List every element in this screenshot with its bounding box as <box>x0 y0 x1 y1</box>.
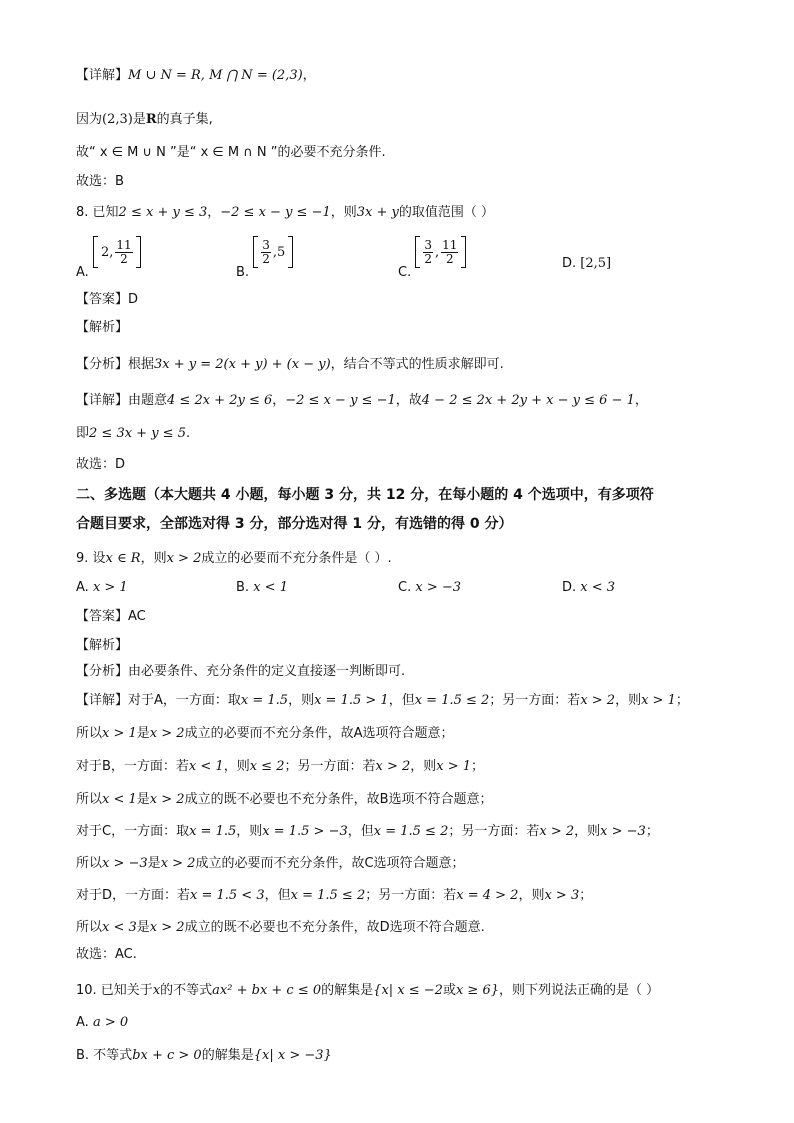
q8-analysis <box>76 355 504 375</box>
text: ，则 <box>574 824 601 839</box>
text: ；另一方面：若 <box>365 888 457 903</box>
text: ，则 <box>236 824 263 839</box>
option-label: C. <box>398 264 412 280</box>
q8-select: 故选：D <box>76 457 126 472</box>
text: ，则 <box>330 205 357 220</box>
q10-stem <box>76 981 659 1001</box>
q9-detail-row-6 <box>76 854 465 874</box>
q8-option-b <box>236 236 293 280</box>
math: x < 1 <box>188 759 224 774</box>
math: ,5 <box>272 244 286 260</box>
frac-den: 2 <box>120 251 128 266</box>
math: x = 1.5 <box>189 824 237 839</box>
text: 所以 <box>76 792 103 807</box>
text: ； <box>675 693 689 708</box>
text: ，但 <box>347 824 374 839</box>
math: x ∈ R <box>105 551 141 566</box>
math: x < 1 <box>253 580 288 595</box>
option-label: A. <box>76 264 89 280</box>
math: x > 3 <box>544 888 580 903</box>
text: 或 <box>442 983 456 998</box>
text: 是 <box>147 856 161 871</box>
q9-detail-row-2 <box>76 724 453 744</box>
text: 对于D，一方面：若 <box>76 888 191 903</box>
text: 因为 <box>76 112 103 127</box>
interval-bracket <box>253 236 293 268</box>
text: 成立的既不必要也不充分条件，故B选项不符合题意； <box>184 792 493 807</box>
math: x > 2 <box>580 693 616 708</box>
q10-option-a <box>76 1013 128 1033</box>
frac-den: 2 <box>445 251 454 266</box>
q9-detail-row-5 <box>76 822 659 842</box>
text: 【详解】由题意 <box>76 393 168 408</box>
text: 对于B，一方面：若 <box>76 759 189 774</box>
math: 4 − 2 ≤ 2x + 2y + x − y ≤ 6 − 1 <box>421 393 635 408</box>
detail-tag: 【详解】 <box>76 68 129 83</box>
q9-jiexi: 【解析】 <box>76 638 129 653</box>
option-label: D. <box>562 580 577 595</box>
detail-line-2 <box>76 110 213 130</box>
q9-option-a <box>76 580 128 595</box>
detail-line-3: 故“ x ∈ M ∪ N ”是“ x ∈ M ∩ N ”的必要不充分条件. <box>76 145 386 160</box>
frac-den: 2 <box>424 251 432 266</box>
q10-option-b <box>76 1046 332 1066</box>
q8-option-c <box>398 236 466 280</box>
math-interval: (2,3) <box>102 112 133 127</box>
math: {x| x ≤ −2 <box>373 983 443 998</box>
q8-conclusion <box>76 424 190 444</box>
math: {x| x > −3} <box>253 1048 332 1063</box>
text: ，则 <box>410 759 437 774</box>
text: ，但 <box>264 888 291 903</box>
text: 9. 设 <box>76 551 106 566</box>
math: x < 3 <box>580 580 616 595</box>
q9-stem <box>76 549 392 569</box>
detail-line-1 <box>76 66 316 86</box>
math: x < 3 <box>102 920 137 935</box>
math: x = 1.5 ≤ 2 <box>414 693 490 708</box>
math: x > 2 <box>149 726 185 741</box>
math: a > 0 <box>92 1015 129 1030</box>
frac-num: 3 <box>424 237 432 252</box>
text: 是 <box>136 920 150 935</box>
text: 是 <box>132 112 146 127</box>
interval-bracket <box>93 236 141 268</box>
text: 的取值范围（ ） <box>398 205 495 220</box>
math: x > 2 <box>149 792 185 807</box>
math: x > 1 <box>92 580 128 595</box>
text: ， <box>634 393 648 408</box>
q9-option-c <box>398 580 461 595</box>
math: −2 ≤ x − y ≤ −1 <box>285 393 396 408</box>
text: ，则下列说法正确的是（ ） <box>499 983 660 998</box>
q9-detail-row-3 <box>76 757 484 777</box>
math: x > −3 <box>102 856 148 871</box>
text: ，则 <box>518 888 545 903</box>
math: bx + c > 0 <box>132 1048 202 1063</box>
math: 2 ≤ x + y ≤ 3 <box>118 205 208 220</box>
frac-num: 3 <box>262 237 270 252</box>
text: 【分析】根据 <box>76 357 155 372</box>
text: B. 不等式 <box>76 1048 133 1063</box>
text: ；另一方面：若 <box>489 693 581 708</box>
math: x > 1 <box>102 726 137 741</box>
math: 2 ≤ 3x + y ≤ 5 <box>89 426 186 441</box>
math: x > 1 <box>436 759 472 774</box>
text: ，则 <box>223 759 250 774</box>
q9-option-d <box>562 580 615 595</box>
math: x = 1.5 > −3 <box>262 824 348 839</box>
text: 【详解】对于A，一方面：取 <box>76 693 241 708</box>
math: x = 1.5 ≤ 2 <box>290 888 366 903</box>
math: 3x + y = 2(x + y) + (x − y) <box>154 357 331 372</box>
q9-detail-row-8 <box>76 918 485 938</box>
text: 10. 已知关于 <box>76 983 153 998</box>
math: x > −3 <box>415 580 462 595</box>
text: 是 <box>136 792 150 807</box>
option-label: B. <box>236 264 250 280</box>
math: x = 4 > 2 <box>456 888 519 903</box>
q8-detail <box>76 391 648 411</box>
section-heading-line-2: 合题目要求，全部选对得 3 分，部分选对得 1 分，有选错的得 0 分） <box>76 516 513 532</box>
frac-den: 2 <box>262 251 270 266</box>
text: ，则 <box>615 693 642 708</box>
text: ； <box>579 888 593 903</box>
math: x < 1 <box>102 792 137 807</box>
text: ； <box>471 759 485 774</box>
text: ， <box>207 205 221 220</box>
text: ，故 <box>395 393 422 408</box>
q9-detail-row-1 <box>76 691 689 711</box>
q9-detail-row-4 <box>76 790 492 810</box>
select-line: 故选：B <box>76 174 124 189</box>
math: x <box>152 983 161 998</box>
q8-option-d <box>562 256 611 271</box>
q8-option-a <box>76 236 141 280</box>
math: x = 1.5 <box>240 693 289 708</box>
math: 3x + y <box>356 205 399 220</box>
math: x = 1.5 < 3 <box>190 888 265 903</box>
math: x > 2 <box>539 824 575 839</box>
text: ，结合不等式的性质求解即可. <box>330 357 504 372</box>
math: x ≤ 2 <box>249 759 285 774</box>
frac-num: 11 <box>442 237 458 252</box>
punct: ， <box>302 68 316 83</box>
math: x > 2 <box>160 856 196 871</box>
text: 所以 <box>76 856 103 871</box>
math: [2,5] <box>580 256 612 271</box>
interval-bracket: $\frac{3}{2}$ , $\frac{11}{2}$ <box>415 236 466 268</box>
text: 是 <box>136 726 150 741</box>
text: 所以 <box>76 920 103 935</box>
text: . <box>185 426 191 441</box>
text: ， <box>272 393 286 408</box>
math: x > 1 <box>641 693 676 708</box>
math: x > −3 <box>600 824 646 839</box>
math: x = 1.5 > 1 <box>314 693 389 708</box>
q9-option-b <box>236 580 288 595</box>
q9-select: 故选：AC. <box>76 947 137 962</box>
text: 即 <box>76 426 90 441</box>
text: 所以 <box>76 726 103 741</box>
text: ； <box>645 824 659 839</box>
option-label: A. <box>76 580 89 595</box>
text: ；另一方面：若 <box>448 824 540 839</box>
math: 2, <box>100 244 114 260</box>
math: −2 ≤ x − y ≤ −1 <box>220 205 331 220</box>
math: 4 ≤ 2x + 2y ≤ 6 <box>167 393 273 408</box>
math-R: R <box>145 112 157 127</box>
math: ax² + bx + c ≤ 0 <box>212 983 322 998</box>
text: ，则 <box>140 551 167 566</box>
text: 成立的必要而不充分条件是（ ）. <box>201 551 392 566</box>
frac-num: 11 <box>116 237 132 252</box>
text: 的真子集, <box>156 112 213 127</box>
math: x > 2 <box>166 551 202 566</box>
option-label: B. <box>236 580 250 595</box>
q9-detail-row-7 <box>76 886 592 906</box>
text: ；另一方面：若 <box>284 759 376 774</box>
text: 的不等式 <box>160 983 213 998</box>
math-union-intersection: M ∪ N = R, M ⋂ N = (2,3) <box>128 68 303 83</box>
text: ，但 <box>388 693 415 708</box>
text: 对于C，一方面：取 <box>76 824 190 839</box>
q9-answer: 【答案】AC <box>76 609 146 624</box>
math: x > 2 <box>375 759 411 774</box>
text: 成立的必要而不充分条件，故C选项符合题意； <box>195 856 465 871</box>
math: x ≥ 6} <box>455 983 499 998</box>
text: ，则 <box>288 693 315 708</box>
text: 成立的既不必要也不充分条件，故D选项不符合题意. <box>184 920 485 935</box>
math: x > 2 <box>149 920 185 935</box>
math: x = 1.5 ≤ 2 <box>373 824 449 839</box>
text: 的解集是 <box>321 983 374 998</box>
text: 的解集是 <box>201 1048 254 1063</box>
q8-stem <box>76 203 494 223</box>
text: 8. 已知 <box>76 205 119 220</box>
text: 成立的必要而不充分条件，故A选项符合题意； <box>184 726 454 741</box>
option-label: C. <box>398 580 412 595</box>
q8-jiexi: 【解析】 <box>76 320 129 335</box>
option-label: D. <box>562 256 577 271</box>
q8-answer: 【答案】D <box>76 292 139 307</box>
section-heading-line-1: 二、多选题（本大题共 4 小题，每小题 3 分，共 12 分，在每小题的 4 个选项中，有多项符 <box>76 487 654 503</box>
q9-analysis: 【分析】由必要条件、充分条件的定义直接逐一判断即可. <box>76 664 406 679</box>
option-label: A. <box>76 1015 89 1030</box>
